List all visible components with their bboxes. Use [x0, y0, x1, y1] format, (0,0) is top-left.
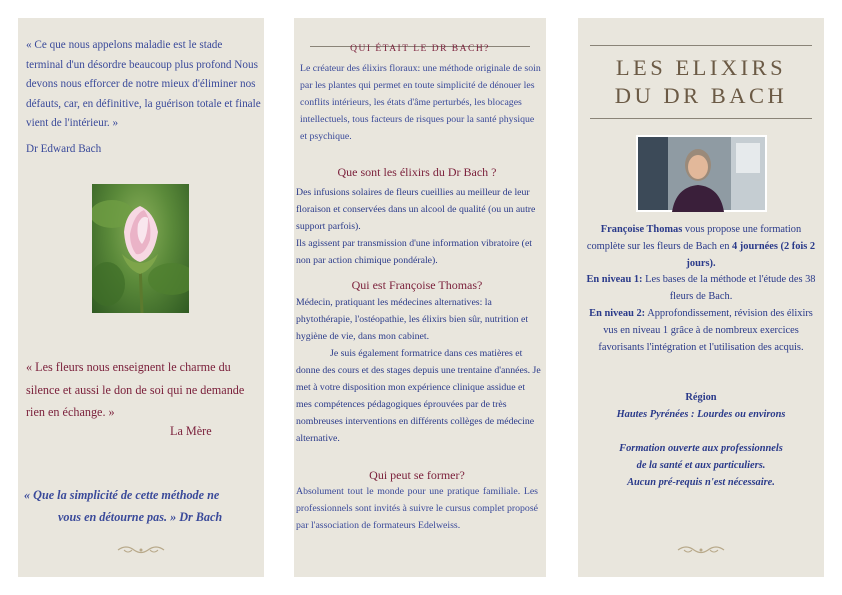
open-line3: Aucun pré-requis n'est nécessaire. — [627, 476, 775, 488]
quote-author-la-mere: La Mère — [170, 424, 212, 438]
region-value: Hautes Pyrénées : Lourdes ou environs — [616, 409, 786, 420]
open-line1: Formation ouverte aux professionnels — [619, 443, 783, 454]
open-line2: de la santé et aux particuliers. — [636, 459, 766, 471]
left-panel — [18, 18, 264, 577]
heading-qui-etait-bach: QUI ÉTAIT LE DR BACH? — [350, 44, 490, 54]
heading-qui-peut-se-former: Qui peut se former? — [369, 468, 465, 482]
level2-text: Approfondissement, révision des élixirs vus en niveau 1 grâce à de nombreux exercices favorisants l'intégration et l'utilisation des acquis. — [598, 307, 813, 353]
text-que-sont-elixirs-p2: Ils agissent par transmission d'une information vibratoire (et non par action chimique pondérale). — [296, 238, 533, 266]
title-rule-bottom — [590, 118, 812, 119]
offer-duration: 4 journées (2 fois 2 jours). — [686, 240, 816, 269]
quote-bach-maladie: « Ce que nous appelons maladie est le stade terminal d'un désordre beaucoup plus profond Nous devons nous efforcer de notre mieux d'éliminer nos défauts, car, en définitive, la guérison totale et finale vient de l'intérieur. » — [26, 39, 261, 129]
text-qui-etait-bach: Le créateur des élixirs floraux: une méthode originale de soin par les plantes qui permet en toute simplicité de dénouer les conflits intérieurs, les états d'âme perturbés, les blocages intellectuels, tous facteurs de risques pour la santé physique et psychique. — [300, 63, 541, 142]
portrait-illustration — [636, 135, 767, 212]
quote-simplicite — [24, 484, 262, 528]
offer-intro: vous propose une formation complète sur les fleurs de Bach en — [586, 224, 802, 252]
title-line1: LES ELIXIRS — [615, 55, 787, 80]
right-panel — [578, 18, 824, 577]
level1-label: En niveau 1: — [586, 274, 643, 286]
quote-la-mere: « Les fleurs nous enseignent le charme du silence et aussi le don de soi qui ne demande rien en échange. » — [26, 360, 245, 419]
middle-panel — [294, 18, 546, 577]
title-rule-top — [590, 45, 812, 46]
text-que-sont-elixirs — [296, 184, 542, 269]
quote-simplicite-line2: vous en détourne pas. » Dr Bach — [58, 510, 223, 524]
text-que-sont-elixirs-p1: Des infusions solaires de fleurs cueillies au meilleur de leur floraison et conservées dans un alcool de qualité (ou un autre support parfois). — [296, 187, 536, 232]
level2-label: En niveau 2: — [589, 307, 646, 319]
heading-que-sont-elixirs: Que sont les élixirs du Dr Bach ? — [337, 165, 497, 179]
quote-simplicite-line1: « Que la simplicité de cette méthode ne — [24, 488, 220, 502]
offer-text — [586, 222, 816, 356]
level1-text: Les bases de la méthode et l'étude des 38 fleurs de Bach. — [645, 274, 816, 303]
text-qui-est-francoise-p2: Je suis également formatrice dans ces matières et donne des cours et des stages depuis une trentaine d'années. Je met à votre disposition mon expérience clinique assidue et mes compétences pédagogiques éprouvées par de très nombreuses interventions en différents collèges de médecine alternative. — [296, 348, 541, 444]
text-qui-est-francoise-p1: Médecin, pratiquant les médecines alternatives: la phytothérapie, l'ostéopathie, les élixirs bien sûr, nutrition et hygiène de vie, dans mon cabinet. — [296, 297, 529, 342]
offer-name: Françoise Thomas — [600, 224, 683, 235]
title-line2: DU DR BACH — [614, 83, 788, 108]
quote-author-bach: Dr Edward Bach — [26, 143, 102, 155]
text-qui-est-francoise — [296, 294, 542, 447]
flourish-ornament-icon — [116, 544, 166, 556]
open-to-all — [586, 441, 816, 491]
portrait-photo — [636, 135, 767, 212]
flourish-ornament-icon — [676, 544, 726, 556]
heading-qui-est-francoise: Qui est Françoise Thomas? — [351, 278, 483, 292]
text-qui-peut-se-former: Absolument tout le monde pour une pratique familiale. Les professionnels sont invités à suivre le cursus complet proposé par l'association de formateurs Edelweiss. — [296, 486, 538, 531]
rose-illustration — [92, 184, 189, 313]
region-label: Région — [685, 392, 717, 403]
rose-photo — [92, 184, 189, 313]
